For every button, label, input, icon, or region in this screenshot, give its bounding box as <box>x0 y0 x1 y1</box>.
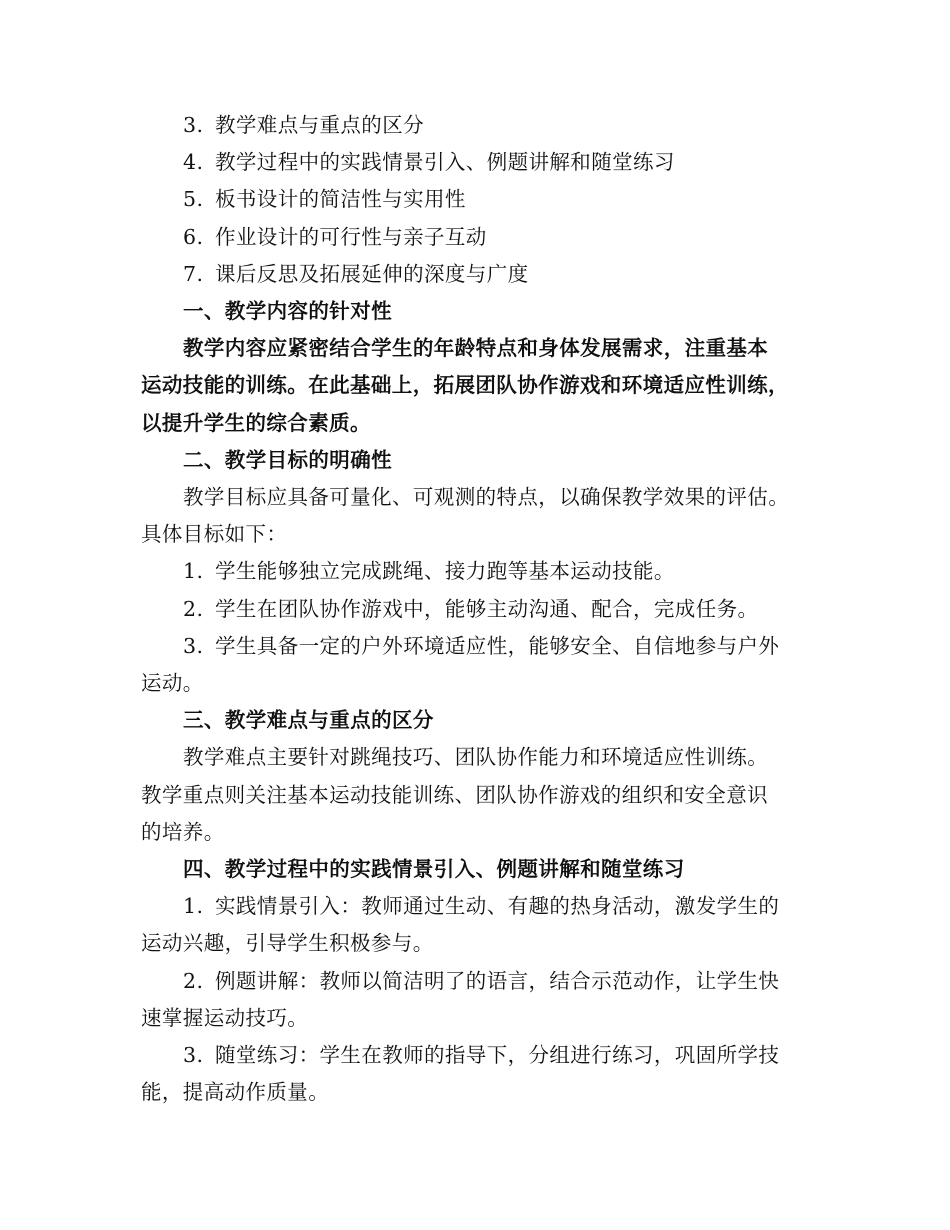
list-number: 1. <box>183 894 204 919</box>
list-item <box>183 888 811 925</box>
paragraph-line: 教学难点主要针对跳绳技巧、团队协作能力和环境适应性训练。 <box>183 745 769 770</box>
list-item <box>183 144 811 181</box>
list-item-continuation: 能，提高动作质量。 <box>141 1080 330 1105</box>
list-item <box>183 1037 811 1074</box>
list-number: 6. <box>183 224 204 249</box>
list-number: 5. <box>183 187 204 212</box>
list-text: 实践情景引入：教师通过生动、有趣的热身活动，激发学生的 <box>215 894 780 919</box>
list-number: 3. <box>183 1043 204 1068</box>
section-heading: 四、教学过程中的实践情景引入、例题讲解和随堂练习 <box>183 857 685 882</box>
section-heading: 一、教学内容的针对性 <box>183 299 392 324</box>
section-heading: 二、教学目标的明确性 <box>183 447 392 472</box>
list-item <box>183 256 811 293</box>
list-item <box>183 181 811 218</box>
list-text: 板书设计的简洁性与实用性 <box>215 187 466 212</box>
paragraph-line: 的培养。 <box>141 819 225 844</box>
list-item <box>183 591 811 628</box>
list-text: 学生具备一定的户外环境适应性，能够安全、自信地参与户外 <box>215 633 780 658</box>
list-text: 教学过程中的实践情景引入、例题讲解和随堂练习 <box>215 150 675 175</box>
list-item <box>183 219 811 256</box>
list-item-continuation: 运动兴趣，引导学生积极参与。 <box>141 931 434 956</box>
section-heading: 三、教学难点与重点的区分 <box>183 708 434 733</box>
list-number: 4. <box>183 150 204 175</box>
paragraph-line: 教学目标应具备可量化、可观测的特点，以确保教学效果的评估。 <box>183 485 790 510</box>
paragraph-line: 教学重点则关注基本运动技能训练、团队协作游戏的组织和安全意识 <box>141 782 768 807</box>
list-item <box>183 628 811 665</box>
list-text: 课后反思及拓展延伸的深度与广度 <box>215 261 529 286</box>
list-text: 作业设计的可行性与亲子互动 <box>215 224 487 249</box>
list-number: 3. <box>183 113 204 137</box>
list-item-continuation: 速掌握运动技巧。 <box>141 1005 309 1030</box>
list-number: 7. <box>183 261 204 286</box>
list-number: 2. <box>183 968 204 993</box>
list-number: 1. <box>183 559 204 584</box>
list-item <box>183 963 811 1000</box>
list-text: 学生在团队协作游戏中，能够主动沟通、配合，完成任务。 <box>215 596 759 621</box>
list-text: 随堂练习：学生在教师的指导下，分组进行练习，巩固所学技 <box>215 1043 780 1068</box>
list-text: 例题讲解：教师以简洁明了的语言，结合示范动作，让学生快 <box>215 968 780 993</box>
paragraph-line: 运动技能的训练。在此基础上，拓展团队协作游戏和环境适应性训练， <box>141 373 789 398</box>
list-text: 教学难点与重点的区分 <box>215 113 424 137</box>
list-number: 2. <box>183 596 204 621</box>
paragraph-line: 以提升学生的综合素质。 <box>141 410 371 435</box>
list-item <box>183 107 811 144</box>
list-item-continuation: 运动。 <box>141 671 204 696</box>
document-body <box>141 107 811 1111</box>
paragraph-line: 教学内容应紧密结合学生的年龄特点和身体发展需求，注重基本 <box>183 336 769 361</box>
paragraph-line: 具体目标如下： <box>141 522 288 547</box>
list-number: 3. <box>183 633 204 658</box>
list-item <box>183 553 811 590</box>
list-text: 学生能够独立完成跳绳、接力跑等基本运动技能。 <box>215 559 675 584</box>
